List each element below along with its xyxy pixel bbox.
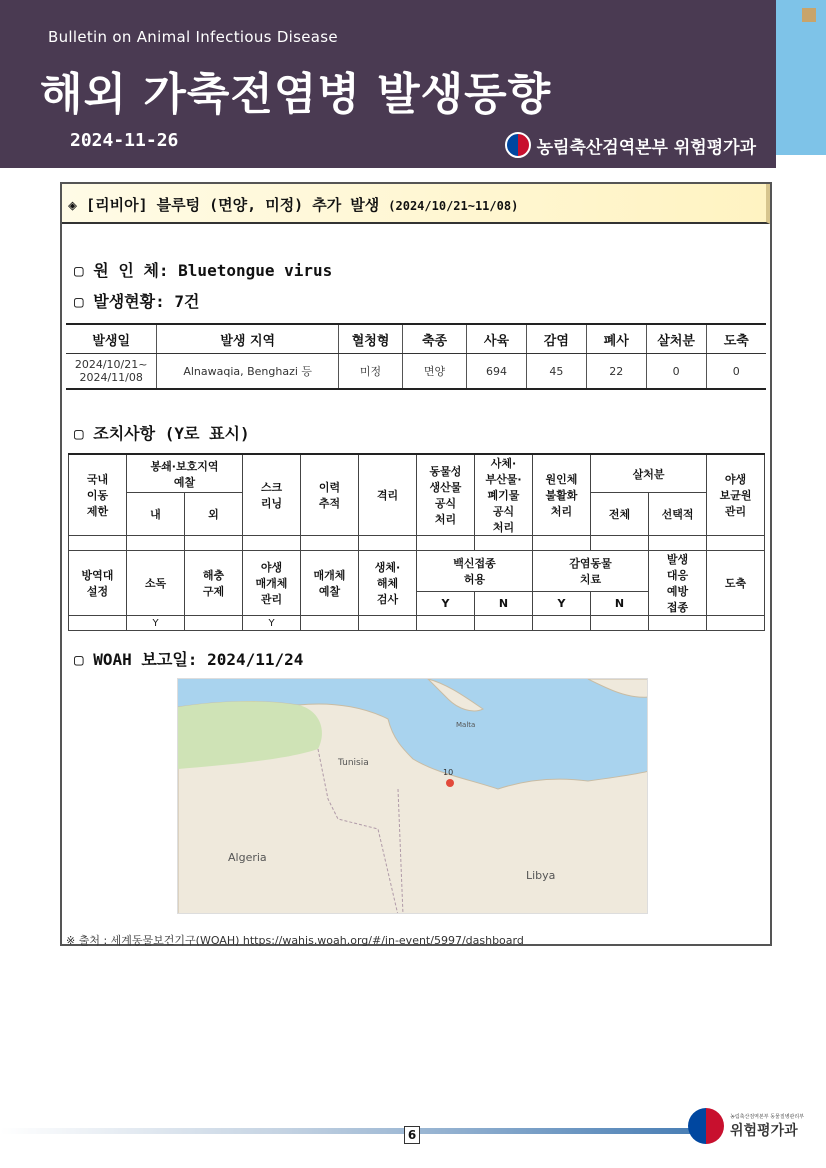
- date-end: 2024/11/08: [79, 371, 143, 384]
- traceback: 이력 추적: [301, 454, 359, 536]
- label-libya: Libya: [526, 869, 556, 882]
- screening: 스크 리닝: [243, 454, 301, 536]
- label-malta: Malta: [456, 721, 476, 729]
- map-svg: [178, 679, 648, 914]
- measures-title: ▢ 조치사항 (Y로 표시): [74, 424, 250, 443]
- source-note: ※ 출처 : 세계동물보건기구(WOAH) https://wahis.woah.org/#/in-event/5997/dashboard: [66, 934, 524, 947]
- col-header: 축종: [403, 324, 467, 354]
- footer-dept: 위험평가과: [730, 1122, 798, 1139]
- cell-infected: 45: [526, 354, 586, 390]
- footer-logo: [688, 1108, 804, 1144]
- cell-culled: 0: [646, 354, 706, 390]
- lockdown-surveillance: 봉쇄·보호지역 예찰: [127, 454, 243, 493]
- table-row: [69, 616, 765, 631]
- col-header: 살처분: [646, 324, 706, 354]
- culling-selective: 선택적: [649, 493, 707, 536]
- culling: 살처분: [591, 454, 707, 493]
- bulletin-subtitle: Bulletin on Animal Infectious Disease: [48, 28, 338, 46]
- vaccine-yes: Y: [417, 592, 475, 616]
- col-header: 혈청형: [339, 324, 403, 354]
- outbreak-map: [177, 678, 648, 914]
- zone-inside: 내: [127, 493, 185, 536]
- col-header: 폐사: [586, 324, 646, 354]
- preventive-vaccination: 발생 대응 예방 접종: [649, 551, 707, 616]
- cell-date: [66, 354, 157, 390]
- occurrence-table: [66, 323, 766, 390]
- zone-setting: 방역대 설정: [69, 551, 127, 616]
- inactivation: 원인체 불활화 처리: [533, 454, 591, 536]
- quarantine: 격리: [359, 454, 417, 536]
- outbreak-marker: [446, 779, 454, 787]
- org-name: 농림축산검역본부 위험평가과: [536, 137, 756, 158]
- treatment-yes: Y: [533, 592, 591, 616]
- cell-raised: 694: [467, 354, 527, 390]
- taegeuk-icon: [688, 1108, 724, 1144]
- table-row: [69, 536, 765, 551]
- treatment-no: N: [591, 592, 649, 616]
- label-tunisia: Tunisia: [338, 758, 369, 768]
- zone-outside: 외: [185, 493, 243, 536]
- label-algeria: Algeria: [228, 851, 267, 864]
- vaccination: 백신접종 허용: [417, 551, 533, 592]
- footer-line: [0, 1128, 690, 1134]
- occurrence-header-row: [66, 324, 766, 354]
- subject-banner: [62, 184, 770, 224]
- carcass-treatment: 사체· 부산물· 폐기물 공식 처리: [475, 454, 533, 536]
- col-header: 감염: [526, 324, 586, 354]
- disinfection: 소독: [127, 551, 185, 616]
- pest-control: 해충 구제: [185, 551, 243, 616]
- cell-region: Alnawaqia, Benghazi 등: [157, 354, 339, 390]
- slaughter: 도축: [707, 551, 765, 616]
- bio-inspection: 생체· 해체 검사: [359, 551, 417, 616]
- report-date: 2024-11-26: [70, 130, 179, 151]
- woah-report-date: ▢ WOAH 보고일: 2024/11/24: [74, 650, 304, 669]
- cell-serotype: 미정: [339, 354, 403, 390]
- cell-dead: 22: [586, 354, 646, 390]
- movement-restriction: 국내 이동 제한: [69, 454, 127, 536]
- measures-table: [68, 453, 765, 631]
- taegeuk-icon: [505, 132, 531, 158]
- vaccine-no: N: [475, 592, 533, 616]
- cell-slaughtered: 0: [706, 354, 766, 390]
- product-treatment: 동물성 생산물 공식 처리: [417, 454, 475, 536]
- date-start: 2024/10/21~: [74, 358, 148, 371]
- col-header: 사육: [467, 324, 527, 354]
- wild-vector-mark: Y: [243, 616, 301, 631]
- subject-period: (2024/10/21~11/08): [388, 199, 519, 213]
- page-number: 6: [404, 1126, 420, 1144]
- status-line: ▢ 발생현황: 7건: [74, 292, 200, 311]
- page-title: 해외 가축전염병 발생동향: [40, 69, 552, 120]
- wild-vector: 야생 매개체 관리: [243, 551, 301, 616]
- org-logo: [505, 132, 756, 158]
- accent-square: [802, 8, 816, 22]
- footer-org: 농림축산검역본부 동물질병관리부: [730, 1113, 805, 1120]
- cause-line: ▢ 원 인 체: Bluetongue virus: [74, 261, 333, 280]
- col-header: 발생일: [66, 324, 157, 354]
- vector-surveillance: 매개체 예찰: [301, 551, 359, 616]
- disinfect-mark: Y: [127, 616, 185, 631]
- subject-title: ◈ [리비아] 블루텅 (면양, 미정) 추가 발생: [68, 196, 380, 214]
- culling-all: 전체: [591, 493, 649, 536]
- cell-species: 면양: [403, 354, 467, 390]
- marker-label: 10: [443, 768, 454, 777]
- accent-bar: [776, 0, 826, 155]
- col-header: 도축: [706, 324, 766, 354]
- wild-reservoir: 야생 보균원 관리: [707, 454, 765, 536]
- table-row: [66, 354, 766, 390]
- col-header: 발생 지역: [157, 324, 339, 354]
- treatment: 감염동물 치료: [533, 551, 649, 592]
